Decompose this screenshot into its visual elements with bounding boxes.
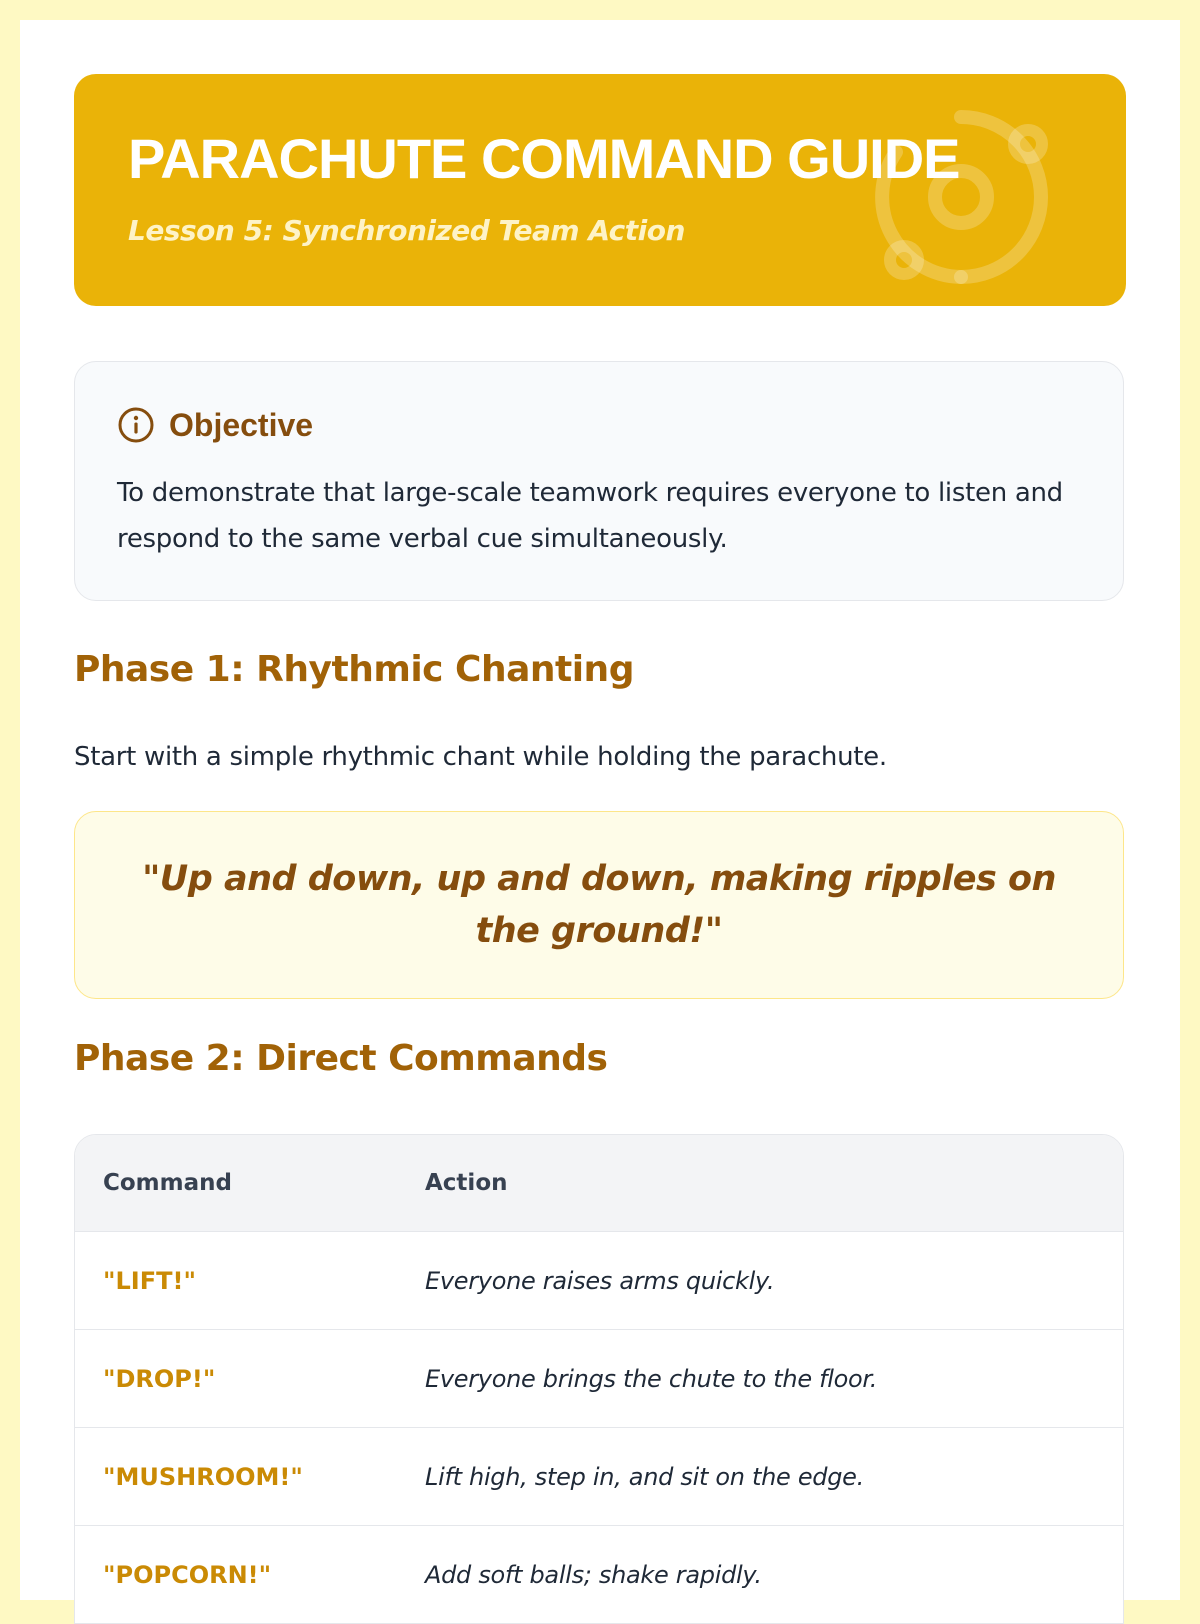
- objective-card: [74, 361, 1124, 601]
- chant-text: "Up and down, up and down, making ripples on the ground!": [142, 859, 1056, 951]
- lesson-page: [20, 20, 1180, 1600]
- table-row: [75, 1427, 1123, 1525]
- command-cell: "MUSHROOM!": [103, 1462, 303, 1491]
- chant-callout: [74, 811, 1124, 999]
- objective-header: [117, 406, 313, 444]
- command-cell: "DROP!": [103, 1364, 216, 1393]
- column-header-action: Action: [425, 1170, 508, 1196]
- orbit-icon: [856, 92, 1066, 302]
- phase1-title: Phase 1: Rhythmic Chanting: [74, 649, 634, 690]
- table-row: [75, 1329, 1123, 1427]
- objective-title: Objective: [169, 406, 314, 443]
- action-cell: Everyone raises arms quickly.: [425, 1266, 775, 1295]
- page-title: PARACHUTE COMMAND GUIDE: [128, 127, 960, 190]
- command-cell: "LIFT!": [103, 1266, 196, 1295]
- objective-text: To demonstrate that large-scale teamwork requires everyone to listen and respond to the same verbal cue simultaneously.: [117, 478, 1063, 554]
- table-header-row: [75, 1135, 1123, 1231]
- phase2-title: Phase 2: Direct Commands: [74, 1038, 608, 1079]
- action-cell: Everyone brings the chute to the floor.: [425, 1364, 878, 1393]
- table-row: [75, 1525, 1123, 1623]
- commands-table: [74, 1134, 1124, 1624]
- info-icon: [117, 406, 155, 444]
- phase1-intro: Start with a simple rhythmic chant while holding the parachute.: [74, 742, 887, 772]
- command-cell: "POPCORN!": [103, 1560, 272, 1589]
- lesson-subtitle: Lesson 5: Synchronized Team Action: [128, 214, 685, 247]
- table-row: [75, 1231, 1123, 1329]
- action-cell: Lift high, step in, and sit on the edge.: [425, 1462, 864, 1491]
- header-banner: [74, 74, 1126, 306]
- column-header-command: Command: [103, 1170, 232, 1196]
- action-cell: Add soft balls; shake rapidly.: [425, 1560, 762, 1589]
